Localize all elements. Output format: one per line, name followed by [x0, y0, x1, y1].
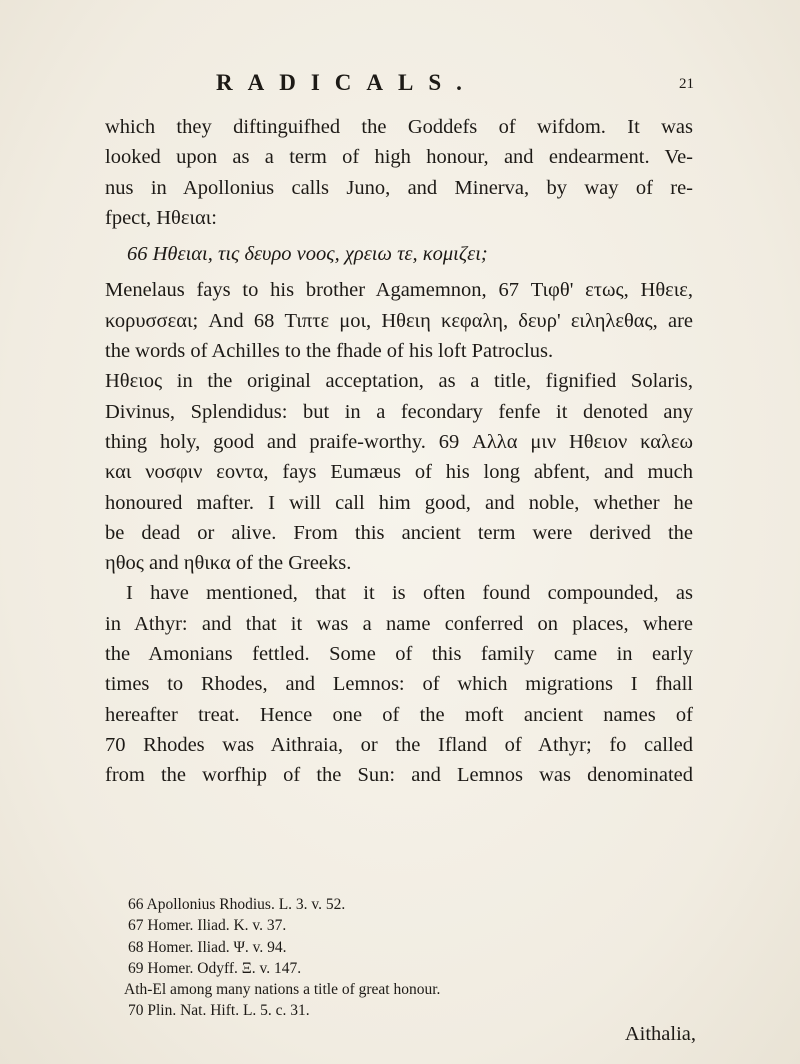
footnote: 68 Homer. Iliad. Ψ. v. 94. [128, 938, 287, 956]
text-line: in Athyr: and that it was a name conferred on places, where [105, 612, 693, 635]
text-line: κορυσσεαι; And 68 Τιπτε μοι, Hθειη κεφαλη, δευρ' ειληλεθας, are [105, 309, 693, 332]
footnotes [124, 894, 693, 1022]
page-number: 21 [679, 76, 694, 92]
footnote: 70 Plin. Nat. Hift. L. 5. c. 31. [128, 1002, 310, 1020]
text-line: the Amonians fettled. Some of this family came in early [105, 643, 693, 666]
page-header [0, 70, 800, 110]
footnote: 67 Homer. Iliad. K. v. 37. [128, 917, 287, 935]
text-line: nus in Apollonius calls Juno, and Minerva, by way of re- [105, 176, 693, 199]
footnote: 66 Apollonius Rhodius. L. 3. v. 52. [128, 896, 346, 913]
text-line: thing holy, good and praife-worthy. 69 Αλλα μιν Hθειον καλεω [105, 430, 693, 453]
text-line: Menelaus fays to his brother Agamemnon, 67 Τιφθ' ετως, Hθειε, [105, 279, 693, 302]
text-line: be dead or alive. From this ancient term were derived the [105, 521, 693, 544]
text-line: και νοσφιν εοντα, fays Eumæus of his long abfent, and much [105, 461, 693, 484]
catchword: Aithalia, [624, 1023, 696, 1045]
running-head: RADICALS. [216, 70, 477, 95]
text-line: the words of Achilles to the fhade of his loft Patroclus. [105, 340, 554, 363]
text-line: I have mentioned, that it is often found compounded, as [126, 582, 693, 605]
text-line: fpect, Hθειαι: [105, 206, 217, 229]
text-line: looked upon as a term of high honour, and endearment. Ve- [105, 146, 693, 169]
text-line: ηθος and ηθικα of the Greeks. [105, 552, 352, 575]
text-line: Divinus, Splendidus: but in a fecondary fenfe it denoted any [105, 400, 693, 423]
greek-quotation: 66 Hθειαι, τις δευρο νοος, χρειω τε, κομιζει; [127, 243, 488, 266]
text-line: Hθειος in the original acceptation, as a title, fignified Solaris, [105, 370, 693, 393]
text-line: from the worfhip of the Sun: and Lemnos was denominated [105, 764, 693, 787]
footnote: 69 Homer. Odyff. Ξ. v. 147. [128, 959, 302, 977]
footnote-note: Ath-El among many nations a title of great honour. [124, 981, 441, 999]
text-line: 70 Rhodes was Aithraia, or the Ifland of Athyr; fo called [105, 733, 693, 756]
text-line: hereafter treat. Hence one of the moft ancient names of [105, 703, 693, 726]
text-line: honoured mafter. I will call him good, and noble, whether he [105, 491, 693, 514]
text-line: which they diftinguifhed the Goddefs of wifdom. It was [105, 116, 693, 138]
body-text [105, 112, 693, 791]
text-line: times to Rhodes, and Lemnos: of which migrations I fhall [105, 673, 693, 696]
